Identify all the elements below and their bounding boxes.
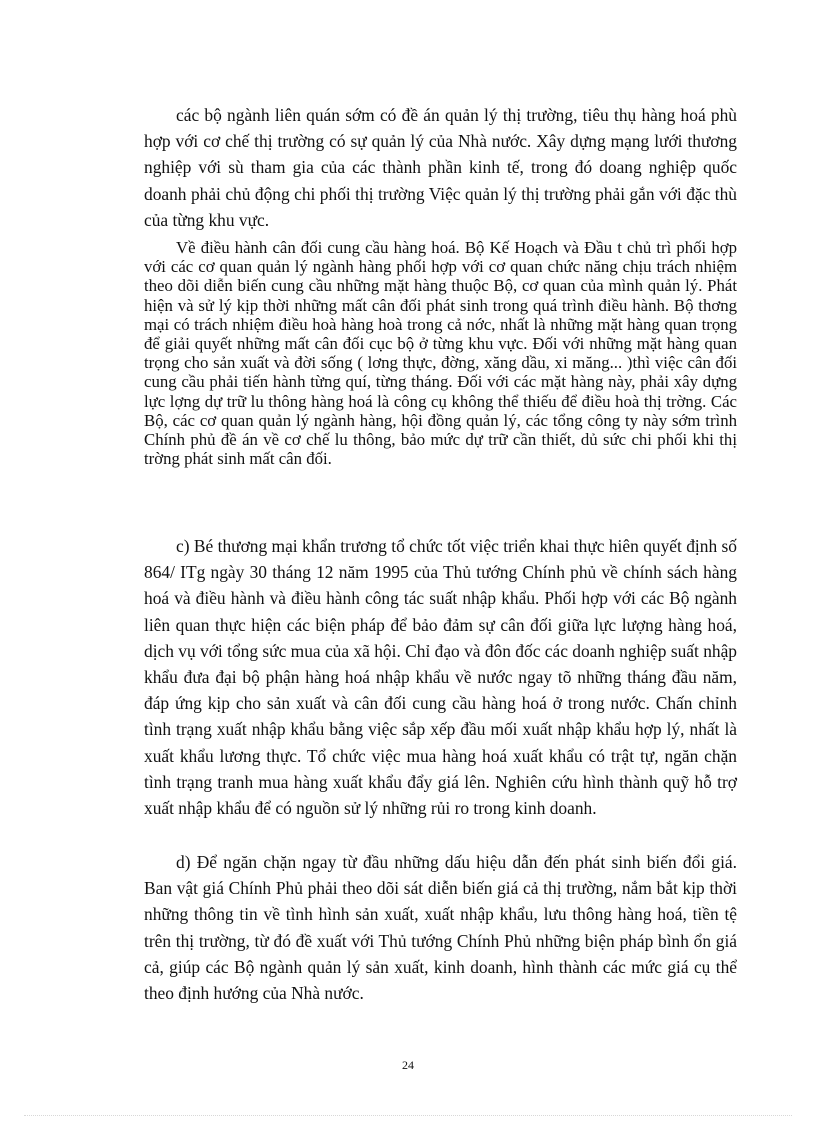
paragraph-market-management: các bộ ngành liên quán sớm có đề án quản lý thị trường, tiêu thụ hàng hoá phù hợp với cơ chế thị trường có sự quản lý của Nhà nước. Xây dựng mạng lưới thương nghiệp với sù tham gia của các thành phần kinh tế, trong đó doang nghiệp quốc doanh phải chủ động chi phối thị trường Việc quản lý thị trường phải gắn với đặc thù của từng khu vực.	[144, 105, 737, 230]
page-bottom-border	[24, 1115, 792, 1116]
paragraph-c-ministry-of-trade: c) Bé thương mại khẩn trương tổ chức tốt việc triển khai thực hiên quyết định số 864/ ITg ngày 30 tháng 12 năm 1995 của Thủ tướng Chính phủ về chính sách hàng hoá và điều hành và điều hành công tác suất nhập khẩu. Phối hợp với các Bộ ngành liên quan thực hiện các biện pháp để bảo đảm sự cân đối giữa lực lượng hàng hoá, dịch vụ với tổng sức mua của xã hội. Chỉ đạo và đôn đốc các doanh nghiệp suất nhập khẩu đưa đại bộ phận hàng hoá nhập khẩu về nước ngay tõ những tháng đầu năm, đáp ứng kịp cho sản xuất và cân đối cung cầu hàng hoá ở trong nước. Chấn chỉnh tình trạng xuất nhập khẩu bằng việc sắp xếp đầu mối xuất nhập khẩu hợp lý, nhất là xuất khẩu lương thực. Tổ chức việc mua hàng hoá xuất khẩu có trật tự, ngăn chặn tình trạng tranh mua hàng xuất khẩu đẩy giá lên. Nghiên cứu hình thành quỹ hỗ trợ xuất nhập khẩu để có nguồn sử lý những rủi ro trong kinh doanh.	[144, 536, 737, 819]
paragraph-supply-demand-balance: Về điều hành cân đối cung cầu hàng hoá. Bộ Kế Hoạch và Đầu t chủ trì phối hợp với các cơ quan quản lý ngành hàng phối hợp với cơ quan chức năng chịu trách nhiệm theo dõi diễn biến cung cầu những mặt hàng thuộc Bộ, cơ quan của mình quản lý. Phát hiện và sử lý kịp thời những mất cân đối phát sinh trong quá trình điều hành. Bộ thơng mại có trách nhiệm điều hoà hàng hoà trong cả nớc, nhất là những mặt hàng quan trọng để giải quyết những mất cân đối cục bộ ở từng khu vực. Đối với những mặt hàng quan trọng cho sản xuất và đời sống ( lơng thực, đờng, xăng dầu, xi măng... )thì việc cân đối cung cầu phải tiến hành từng quí, từng tháng. Đối với các mặt hàng này, phải xây dựng lực lợng dự trữ lu thông hàng hoá là công cụ không thể thiếu để điều hoà thị trờng. Các Bộ, các cơ quan quản lý ngành hàng, hội đồng quản lý, các tổng công ty này sớm trình Chính phủ đề án về cơ chế lu thông, bảo mức dự trữ cần thiết, dủ sức chi phối khi thị trờng phát sinh mất cân đối.	[144, 238, 737, 469]
paragraph-d-price-stabilization: d) Để ngăn chặn ngay từ đầu những dấu hiệu dẫn đến phát sinh biến đổi giá. Ban vật giá Chính Phủ phải theo dõi sát diễn biến giá cả thị trường, nắm bắt kịp thời những thông tin về tình hình sản xuất, xuất nhập khẩu, lưu thông hàng hoá, tiền tệ trên thị trường, từ đó đề xuất với Thủ tướng Chính Phủ những biện pháp bình ổn giá cả, giúp các Bộ ngành quản lý sản xuất, kinh doanh, hình thành các mức giá cụ thể theo định hướng của Nhà nước.	[144, 852, 737, 1004]
page-number: 24	[402, 1058, 414, 1072]
